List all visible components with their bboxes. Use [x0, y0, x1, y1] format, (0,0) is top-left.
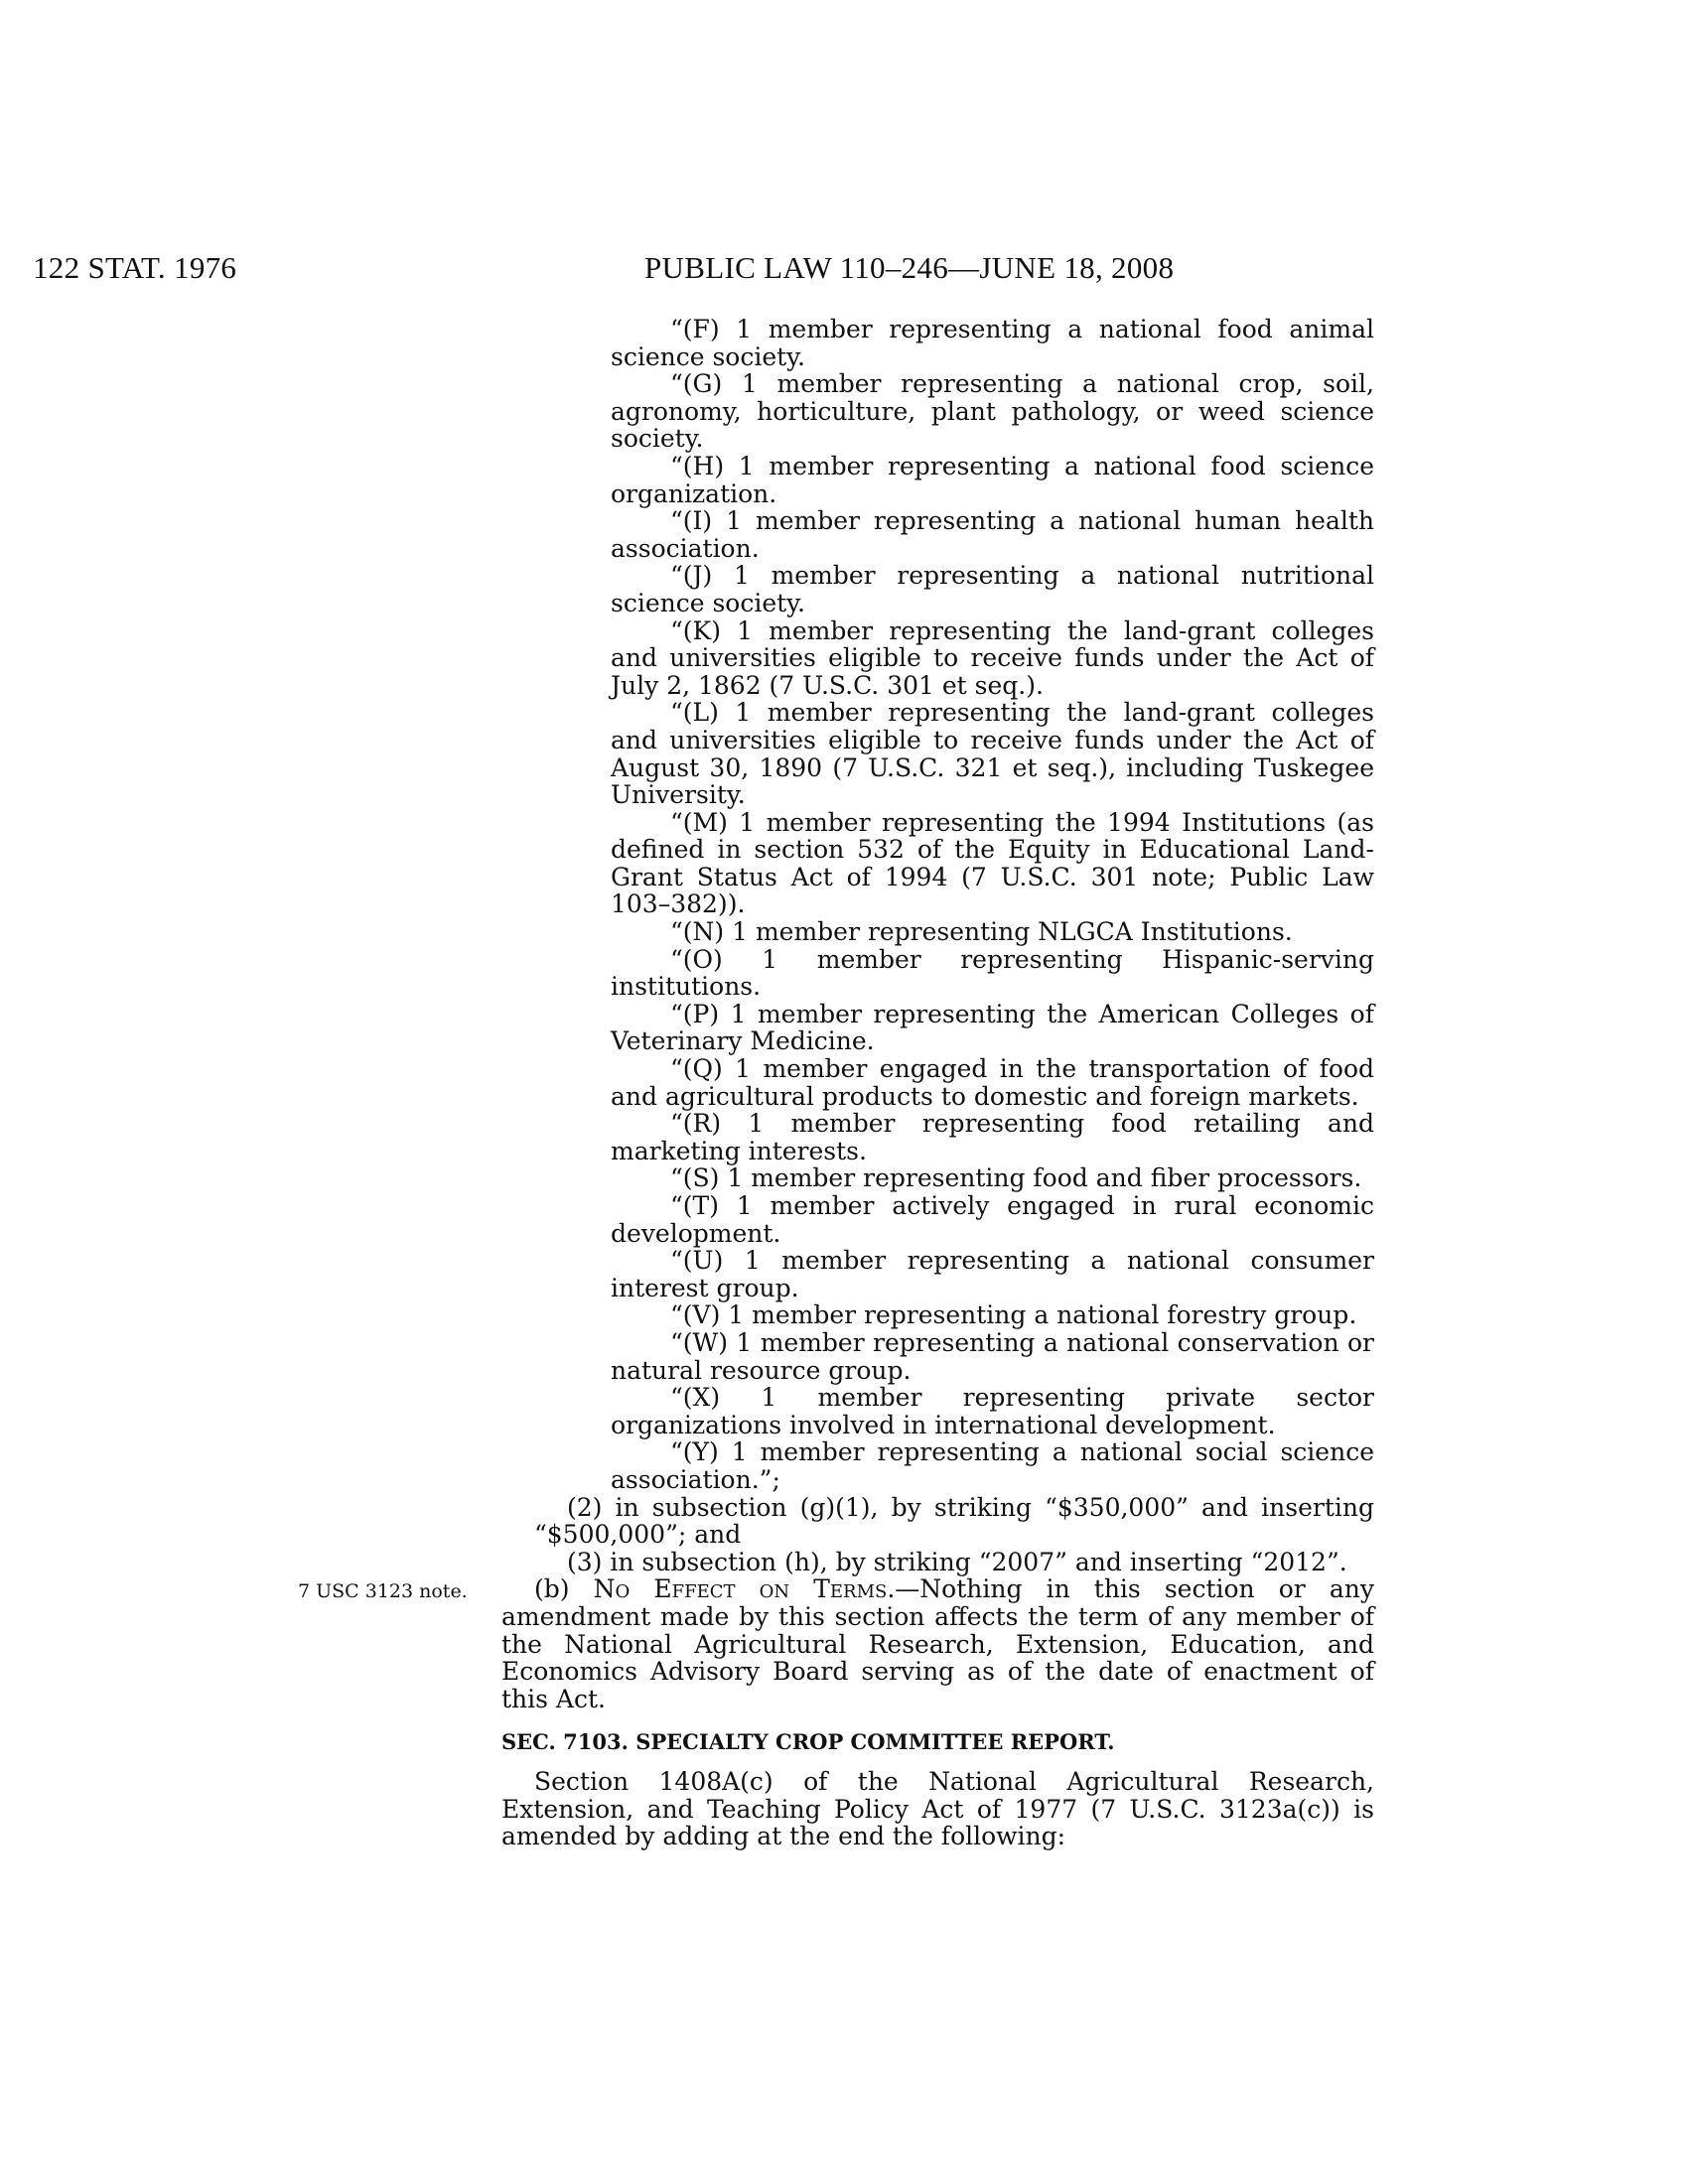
no-effect-paragraph: [501, 1575, 1374, 1712]
member-item: “(R) 1 member representing food retailing and marketing interests.: [611, 1109, 1374, 1165]
law-title: PUBLIC LAW 110–246—JUNE 18, 2008: [644, 250, 1175, 285]
member-item: “(H) 1 member representing a national food science organization.: [611, 451, 1374, 508]
document-body: [298, 315, 1374, 1851]
member-item: “(L) 1 member representing the land-grant colleges and universities eligible to receive funds under the Act of August 30, 1890 (7 U.S.C. 321 et seq.), including Tuskegee University.: [611, 698, 1374, 810]
member-item: “(J) 1 member representing a national nutritional science society.: [611, 561, 1374, 617]
member-item: “(K) 1 member representing the land-grant colleges and universities eligible to receive funds under the Act of July 2, 1862 (7 U.S.C. 301 et seq.).: [611, 615, 1374, 700]
amendment-paragraph: (3) in subsection (h), by striking “2007” and inserting “2012”.: [567, 1547, 1347, 1576]
member-item: “(I) 1 member representing a national human health association.: [611, 506, 1374, 563]
member-item: “(N) 1 member representing NLGCA Institutions.: [670, 917, 1293, 947]
member-item: “(U) 1 member representing a national consumer interest group.: [611, 1246, 1374, 1302]
member-item: “(W) 1 member representing a national conservation or natural resource group.: [611, 1327, 1374, 1385]
subsection-label: (b): [534, 1574, 594, 1604]
section-text: Section 1408A(c) of the National Agricultural Research, Extension, and Teaching Policy Act of 1977 (7 U.S.C. 3123a(c)) is amended by adding at the end the following:: [501, 1767, 1374, 1851]
amendment-paragraph: (2) in subsection (g)(1), by striking “$350,000” and inserting “$500,000”; and: [534, 1492, 1374, 1550]
member-item: “(M) 1 member representing the 1994 Institutions (as defined in section 532 of the Equity in Educational Land-Grant Status Act of 1994 (7 U.S.C. 301 note; Public Law 103–382)).: [611, 807, 1374, 919]
subsection-heading: No Effect on Terms: [593, 1574, 888, 1604]
member-item: “(T) 1 member actively engaged in rural economic development.: [611, 1191, 1374, 1248]
member-list: [501, 316, 1374, 1494]
stat-page-number: 122 STAT. 1976: [33, 250, 237, 285]
heading-dash: .—: [887, 1574, 920, 1604]
member-item: “(V) 1 member representing a national forestry group.: [670, 1300, 1357, 1330]
member-item: “(Q) 1 member engaged in the transportation of food and agricultural products to domestic and foreign markets.: [611, 1054, 1374, 1111]
no-effect-block: [298, 1574, 1374, 1713]
member-item: “(O) 1 member representing Hispanic-serving institutions.: [611, 944, 1374, 1002]
no-effect-text: Nothing in this section or any amendment made by this section affects the term of any member of the National Agricultural Research, Extension, Education, and Economics Advisory Board serving as of the date of enactment of this Act.: [501, 1574, 1374, 1713]
member-item: “(P) 1 member representing the American Colleges of Veterinary Medicine.: [611, 999, 1374, 1056]
running-header: [0, 248, 1688, 288]
member-item: “(X) 1 member representing private sector organizations involved in international development.: [611, 1383, 1374, 1439]
member-item: “(Y) 1 member representing a national social science association.”;: [611, 1437, 1374, 1494]
section-heading: SEC. 7103. SPECIALTY CROP COMMITTEE REPORT.: [501, 1729, 1115, 1755]
margin-note: 7 USC 3123 note.: [298, 1580, 468, 1603]
member-item: “(F) 1 member representing a national food animal science society.: [611, 315, 1374, 371]
member-item: “(G) 1 member representing a national crop, soil, agronomy, horticulture, plant pathology, or weed science society.: [611, 369, 1374, 454]
member-item: “(S) 1 member representing food and fiber processors.: [670, 1163, 1362, 1193]
